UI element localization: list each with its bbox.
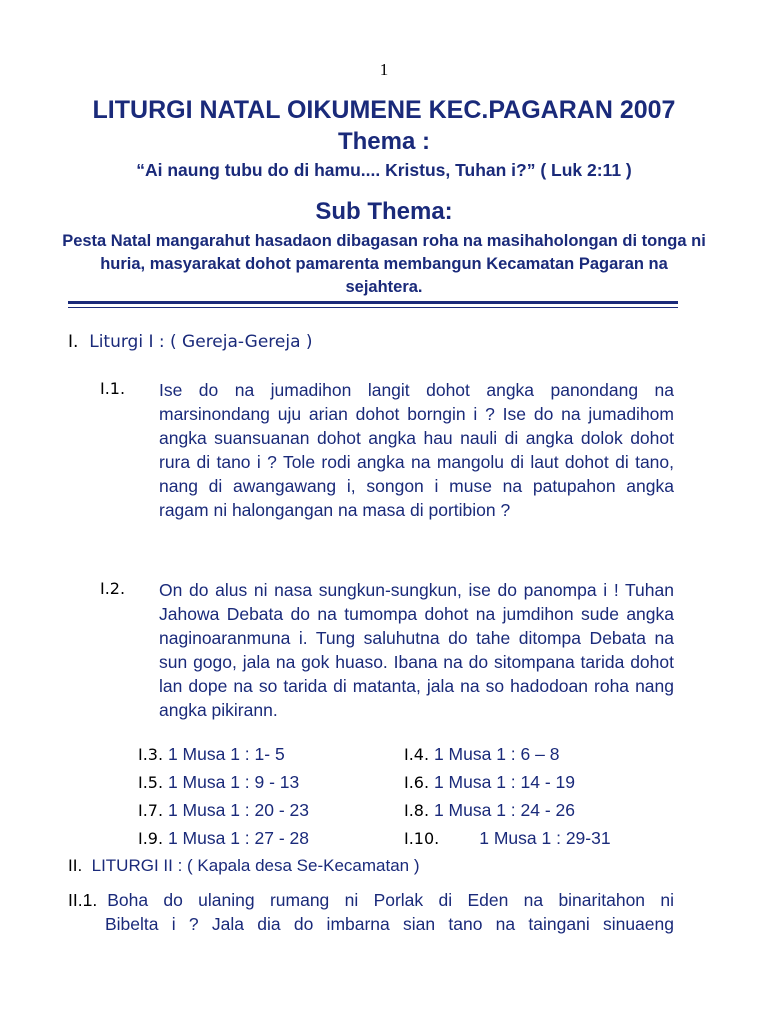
section-heading-2: [68, 856, 420, 876]
readings-row: [138, 744, 698, 772]
subthema-label: Sub Thema:: [315, 198, 453, 225]
section-heading-1: [68, 332, 313, 352]
reading-entry: I.6. 1 Musa 1 : 14 - 19: [404, 772, 576, 792]
section-number: I.: [68, 332, 79, 352]
thema-label: Thema :: [337, 128, 430, 155]
readings-row: [138, 828, 698, 856]
readings-row: [138, 772, 698, 800]
divider-thick: [68, 301, 678, 304]
reading-entry: I.9. 1 Musa 1 : 27 - 28: [138, 828, 310, 848]
reading-entry: I.3. 1 Musa 1 : 1- 5: [138, 744, 285, 764]
liturgy-paragraph-line: II.1. Boha do ulaning rumang ni Porlak di Eden na binaritahon ni: [68, 890, 674, 910]
section-label: Liturgi I : ( Gereja-Gereja ): [89, 332, 313, 352]
document-title: LITURGI NATAL OIKUMENE KEC.PAGARAN 2007: [92, 96, 676, 124]
liturgy-paragraph-line: Bibelta i ? Jala dia do imbarna sian tano na taingani sinuaeng: [105, 914, 674, 934]
item-number: I.1.: [100, 379, 126, 398]
divider-thin: [68, 307, 678, 308]
reading-entry: I.7. 1 Musa 1 : 20 - 23: [138, 800, 310, 820]
liturgy-paragraph: On do alus ni nasa sungkun-sungkun, ise do panompa i ! Tuhan Jahowa Debata do na tumompa dohot na jumdihon sude angka naginoaranmuna i. Tung saluhutna do tahe ditompa Debata na sun gogo, jala na gok huaso. Ibana na do sitompana tarida dohot lan dope na so tarida di matanta, jala na so hadodoan roha nang angka pikirann.: [159, 580, 674, 720]
reading-entry: I.8. 1 Musa 1 : 24 - 26: [404, 800, 576, 820]
readings-list: [138, 744, 698, 856]
reading-entry: I.4. 1 Musa 1 : 6 – 8: [404, 744, 560, 764]
readings-row: [138, 800, 698, 828]
subthema-text: Pesta Natal mangarahut hasadaon dibagasan roha na masihaholongan di tonga ni huria, masyarakat dohot pamarenta membangun Kecamatan Pagaran na sejahtera.: [62, 232, 706, 296]
section-number: II.: [68, 856, 83, 875]
section-label: LITURGI II : ( Kapala desa Se-Kecamatan ): [91, 856, 420, 875]
reading-entry: I.10. 1 Musa 1 : 29-31: [404, 828, 611, 848]
liturgy-paragraph: Ise do na jumadihon langit dohot angka panondang na marsinondang uju arian dohot borngin i ? Ise do na jumadihom angka suansuanan dohot angka hau nauli di angka dolok dohot rura di tano i ? Tole rodi angka na mangolu di laut dohot di tano, nang di awangawang i, songon i muse na patupahon angka ragam ni halongangan na masa di portibion ?: [159, 380, 674, 520]
item-number: I.2.: [100, 579, 126, 598]
reading-entry: I.5. 1 Musa 1 : 9 - 13: [138, 772, 300, 792]
page-number: 1: [379, 60, 389, 79]
thema-verse: “Ai naung tubu do di hamu.... Kristus, Tuhan i?” ( Luk 2:11 ): [136, 160, 632, 180]
